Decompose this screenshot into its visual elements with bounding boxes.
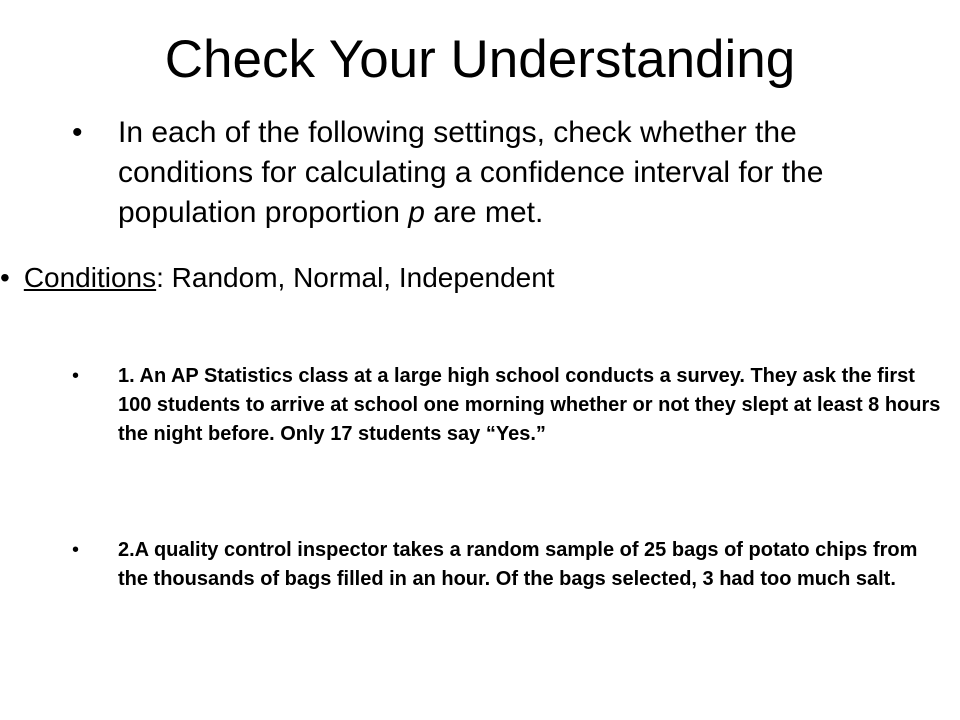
- bullet-icon: •: [72, 365, 80, 387]
- bullet-icon: •: [72, 539, 80, 561]
- conditions-label: Conditions: [23, 262, 157, 293]
- intro-text: [118, 113, 902, 233]
- problem-2-text: 2.A quality control inspector takes a random sample of 25 bags of potato chips from the thousands of bags filled in an hour. Of the bags selected, 3 had too much salt.: [118, 539, 918, 590]
- bullet-icon: •: [0, 262, 10, 293]
- intro-italic-variable: p: [408, 196, 425, 229]
- conditions-text: [24, 258, 960, 298]
- conditions-bullet: [0, 258, 960, 298]
- intro-text-after: are met.: [424, 196, 544, 229]
- intro-bullet: [72, 113, 902, 233]
- slide-title: Check Your Understanding: [164, 30, 796, 89]
- intro-text-before: In each of the following settings, check whether the conditions for calculating a confidence interval for the population proportion: [118, 116, 824, 229]
- problem-1-bullet: [72, 362, 952, 449]
- bullet-icon: •: [72, 116, 83, 149]
- problem-1-text: 1. An AP Statistics class at a large high school conducts a survey. They ask the first 100 students to arrive at school one morning whether or not they slept at least 8 hours the night before. Only 17 students say “Yes.”: [118, 365, 941, 445]
- problem-2-bullet: [72, 536, 952, 594]
- conditions-list: : Random, Normal, Independent: [156, 262, 555, 293]
